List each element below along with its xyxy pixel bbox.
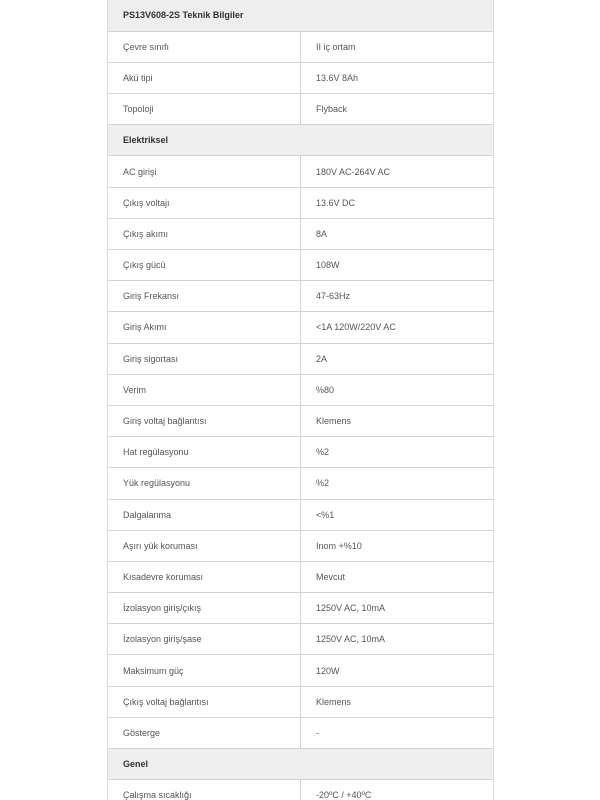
spec-value: 1250V AC, 10mA: [301, 593, 494, 624]
spec-value: 108W: [301, 250, 494, 281]
spec-row: [108, 437, 493, 468]
spec-value: %2: [301, 437, 494, 468]
spec-value: 2A: [301, 343, 494, 374]
spec-value: 13.6V 8Ah: [301, 62, 494, 93]
spec-value: <%1: [301, 499, 494, 530]
spec-row: [108, 468, 493, 499]
spec-label: Aşırı yük koruması: [108, 530, 301, 561]
spec-row: [108, 655, 493, 686]
spec-label: Dalgalanma: [108, 499, 301, 530]
spec-row: [108, 94, 493, 125]
section-header: [108, 0, 493, 31]
spec-label: Verim: [108, 374, 301, 405]
spec-value: Inom +%10: [301, 530, 494, 561]
spec-row: [108, 686, 493, 717]
spec-label: Akü tipi: [108, 62, 301, 93]
spec-row: [108, 31, 493, 62]
spec-row: [108, 312, 493, 343]
section-title-electrical: Elektriksel: [108, 125, 493, 156]
spec-label: Çıkış voltajı: [108, 187, 301, 218]
spec-row: [108, 187, 493, 218]
spec-value: %2: [301, 468, 494, 499]
spec-label: Kısadevre koruması: [108, 561, 301, 592]
spec-row: [108, 374, 493, 405]
spec-label: Giriş Akımı: [108, 312, 301, 343]
spec-label: Giriş voltaj bağlantısı: [108, 405, 301, 436]
spec-label: Çıkış akımı: [108, 218, 301, 249]
spec-sheet: [107, 0, 494, 800]
spec-row: [108, 281, 493, 312]
spec-row: [108, 343, 493, 374]
spec-row: [108, 717, 493, 748]
spec-title: PS13V608-2S Teknik Bilgiler: [108, 0, 493, 31]
spec-value: 120W: [301, 655, 494, 686]
section-title-general: Genel: [108, 749, 493, 780]
spec-label: Giriş Frekansı: [108, 281, 301, 312]
spec-label: İzolasyon giriş/çıkış: [108, 593, 301, 624]
spec-row: [108, 561, 493, 592]
spec-label: Çevre sınıfı: [108, 31, 301, 62]
spec-row: [108, 780, 493, 800]
spec-label: Çıkış voltaj bağlantısı: [108, 686, 301, 717]
spec-label: Topoloji: [108, 94, 301, 125]
section-header: [108, 125, 493, 156]
spec-row: [108, 593, 493, 624]
spec-label: İzolasyon giriş/şase: [108, 624, 301, 655]
spec-value: Klemens: [301, 686, 494, 717]
spec-value: 8A: [301, 218, 494, 249]
spec-value: <1A 120W/220V AC: [301, 312, 494, 343]
spec-value: 180V AC-264V AC: [301, 156, 494, 187]
spec-row: [108, 218, 493, 249]
spec-row: [108, 250, 493, 281]
spec-row: [108, 156, 493, 187]
spec-row: [108, 624, 493, 655]
spec-row: [108, 62, 493, 93]
spec-value: %80: [301, 374, 494, 405]
spec-row: [108, 405, 493, 436]
spec-row: [108, 499, 493, 530]
spec-label: Gösterge: [108, 717, 301, 748]
spec-label: Çıkış gücü: [108, 250, 301, 281]
spec-label: Yük regülasyonu: [108, 468, 301, 499]
spec-label: Maksimum güç: [108, 655, 301, 686]
section-header: [108, 749, 493, 780]
spec-label: Çalışma sıcaklığı: [108, 780, 301, 800]
spec-value: Klemens: [301, 405, 494, 436]
spec-value: II iç ortam: [301, 31, 494, 62]
spec-value: 47-63Hz: [301, 281, 494, 312]
spec-value: Mevcut: [301, 561, 494, 592]
spec-value: -20ºC / +40ºC: [301, 780, 494, 800]
spec-label: Giriş sigortası: [108, 343, 301, 374]
spec-value: 1250V AC, 10mA: [301, 624, 494, 655]
spec-label: Hat regülasyonu: [108, 437, 301, 468]
spec-value: Flyback: [301, 94, 494, 125]
spec-table: [108, 0, 493, 800]
spec-value: 13.6V DC: [301, 187, 494, 218]
spec-value: -: [301, 717, 494, 748]
spec-label: AC girişi: [108, 156, 301, 187]
spec-row: [108, 530, 493, 561]
